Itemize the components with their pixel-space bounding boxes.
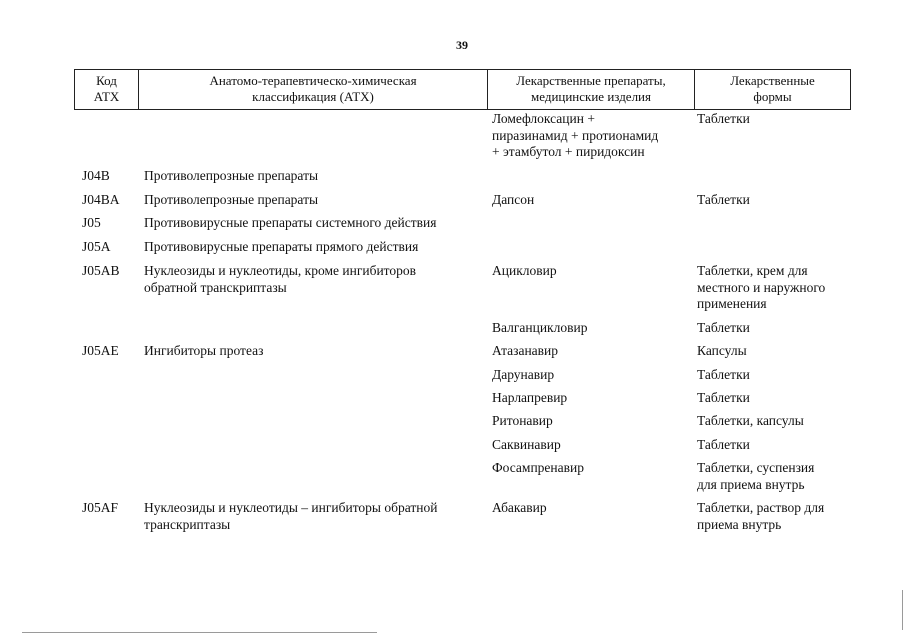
form-line: Таблетки: [697, 437, 750, 452]
form-line: приема внутрь: [697, 516, 782, 532]
drug-line: Дапсон: [492, 192, 535, 207]
drug-cell: [492, 111, 692, 161]
form-line: Таблетки, крем для: [697, 263, 808, 278]
drug-cell: [492, 320, 692, 337]
classification-cell: [144, 168, 484, 185]
drug-cell: [492, 390, 692, 407]
drug-line: Валганцикловир: [492, 320, 588, 335]
form-line: применения: [697, 296, 767, 311]
form-line: Таблетки, раствор для: [697, 500, 825, 515]
drug-line: Ацикловир: [492, 263, 557, 278]
header-code-line: Код: [96, 73, 117, 88]
drug-cell: [492, 437, 692, 454]
form-line: Таблетки: [697, 111, 750, 126]
header-code: [75, 70, 139, 109]
classification-line: транскриптазы: [144, 516, 231, 532]
drug-cell: [492, 413, 692, 430]
form-line: Таблетки: [697, 390, 750, 405]
scan-edge-line: [902, 590, 903, 630]
header-forms-line: формы: [753, 89, 792, 104]
drug-line: Фосампренавир: [492, 460, 584, 475]
classification-cell: [144, 239, 484, 256]
header-forms-line: Лекарственные: [730, 73, 815, 88]
classification-line: Нуклеозиды и нуклеотиды – ингибиторы обратной: [144, 500, 438, 515]
form-cell: [697, 192, 852, 209]
code-cell: J05AF: [82, 500, 119, 515]
form-line: местного и наружного: [697, 279, 826, 295]
header-code-line: АТХ: [93, 89, 120, 104]
header-classification-line: Анатомо-терапевтическо-химическая: [209, 73, 417, 88]
header-forms: [695, 70, 850, 109]
header-classification-line: классификация (АТХ): [252, 89, 374, 104]
form-line: Таблетки: [697, 192, 750, 207]
form-cell: [697, 111, 852, 128]
code-cell: J05A: [82, 239, 111, 254]
classification-line: Противолепрозные препараты: [144, 168, 319, 183]
drug-cell: [492, 500, 692, 517]
code-cell: J04B: [82, 168, 110, 183]
classification-cell: [144, 343, 484, 360]
form-cell: [697, 500, 852, 533]
form-cell: [697, 320, 852, 337]
form-line: для приема внутрь: [697, 476, 805, 492]
drug-cell: [492, 367, 692, 384]
header-classification: [139, 70, 488, 109]
form-cell: [697, 263, 852, 313]
scan-edge-line: [22, 632, 377, 633]
drug-line: + этамбутол + пиридоксин: [492, 144, 645, 159]
drug-cell: [492, 263, 692, 280]
form-cell: [697, 390, 852, 407]
form-cell: [697, 413, 852, 430]
header-drugs: [488, 70, 695, 109]
form-line: Таблетки, суспензия: [697, 460, 815, 475]
drug-line: Дарунавир: [492, 367, 555, 382]
classification-line: Противолепрозные препараты: [144, 192, 319, 207]
page-number: 39: [456, 38, 468, 52]
classification-line: Ингибиторы протеаз: [144, 343, 264, 358]
form-line: Таблетки: [697, 367, 750, 382]
drug-line: Абакавир: [492, 500, 547, 515]
drug-cell: [492, 192, 692, 209]
drug-line: Саквинавир: [492, 437, 561, 452]
code-cell: J05: [82, 215, 101, 230]
classification-cell: [144, 192, 484, 209]
drug-line: Атазанавир: [492, 343, 559, 358]
classification-line: Нуклеозиды и нуклеотиды, кроме ингибиторов: [144, 263, 417, 278]
form-line: Капсулы: [697, 343, 747, 358]
classification-line: Противовирусные препараты системного действия: [144, 215, 437, 230]
drug-line: Ломефлоксацин +: [492, 111, 595, 126]
form-cell: [697, 367, 852, 384]
drug-cell: [492, 343, 692, 360]
form-line: Таблетки: [697, 320, 750, 335]
drug-line: Ритонавир: [492, 413, 553, 428]
form-cell: [697, 437, 852, 454]
classification-cell: [144, 263, 484, 296]
drug-line: пиразинамид + протионамид: [492, 127, 659, 143]
drug-line: Нарлапревир: [492, 390, 568, 405]
classification-cell: [144, 215, 484, 232]
header-drugs-line: Лекарственные препараты,: [516, 73, 666, 88]
form-line: Таблетки, капсулы: [697, 413, 804, 428]
form-cell: [697, 343, 852, 360]
code-cell: J04BA: [82, 192, 120, 207]
classification-line: Противовирусные препараты прямого действия: [144, 239, 419, 254]
code-cell: J05AB: [82, 263, 120, 278]
form-cell: [697, 460, 852, 493]
code-cell: J05AE: [82, 343, 119, 358]
classification-line: обратной транскриптазы: [144, 279, 287, 295]
table-header: [74, 69, 851, 110]
classification-cell: [144, 500, 484, 533]
header-drugs-line: медицинские изделия: [531, 89, 651, 104]
drug-cell: [492, 460, 692, 477]
